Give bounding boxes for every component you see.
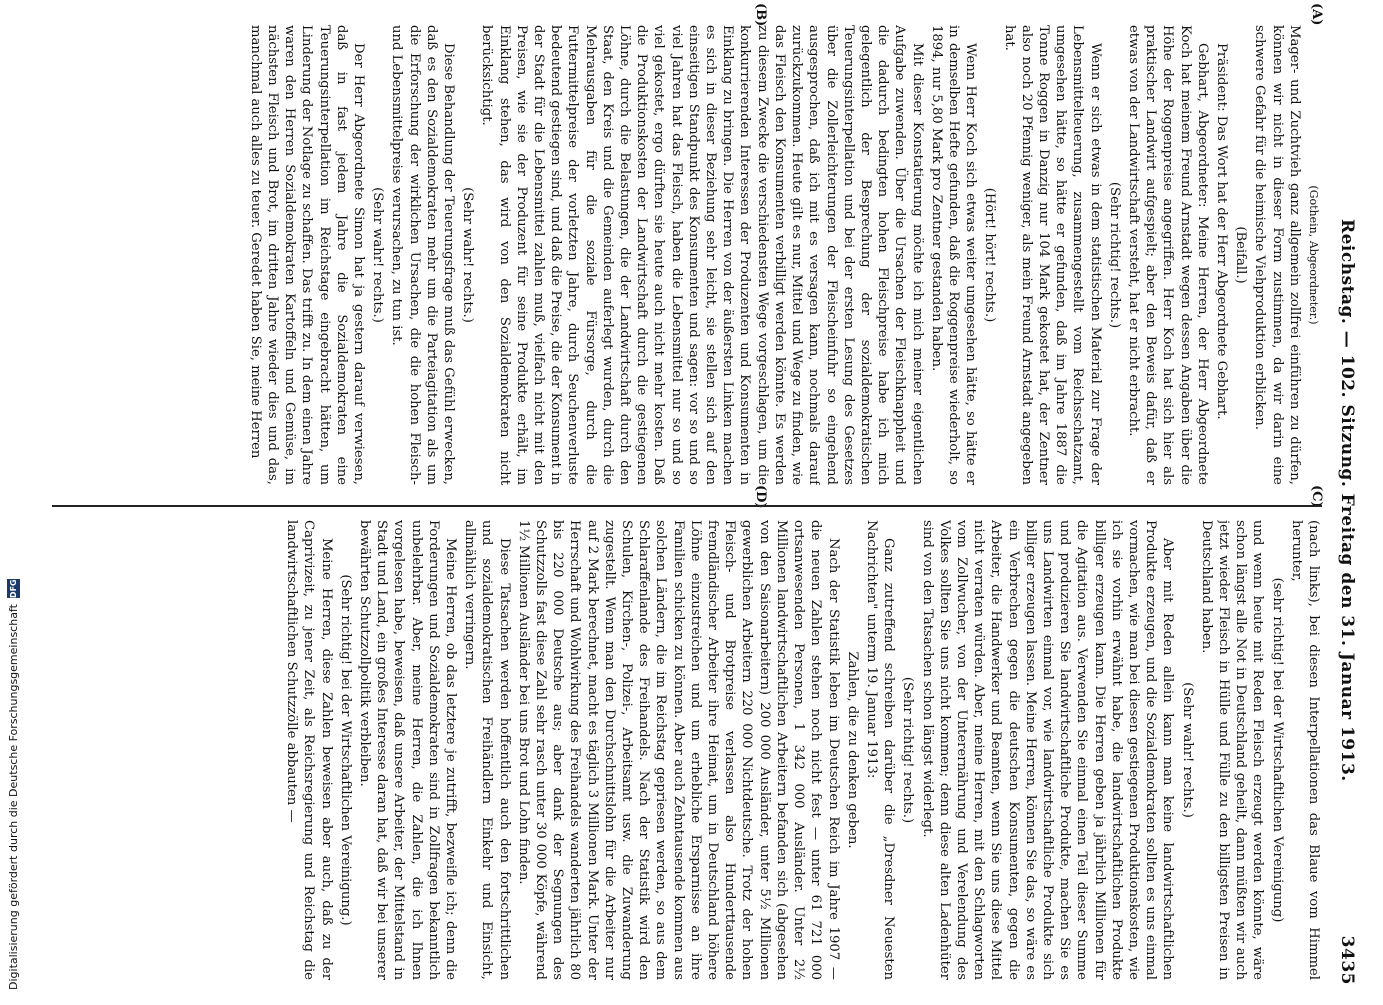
left-column (52, 25, 1322, 485)
column-divider (52, 505, 1322, 507)
paragraph: Gebhart, Abgeordneter: Meine Herren, der Herr Abgeordnete Koch hat meinem Freund Arnstadt wegen dessen Angaben über die Höhe der Roggenpreise angegriffen. Herr Koch hat sich hier als praktischer Landwirt aufgespielt; aber den Beweis dafür, daß er etwas von der Landwirtschaft versteht, hat er nicht erbracht. (1125, 25, 1210, 485)
quote-heading: Zahlen, die zu denken geben. (844, 651, 860, 849)
paragraph: Wenn er sich etwas in dem statistischen Material zur Frage der Lebensmittelteuerung, zusammengestellt vom Reichsschatzamt, umgesehen hätte, so hätte er gefunden, daß im Jahre 1887 die Tonne Roggen in Danzig nur 104 Mark gekostet hat, der Zentner also noch 20 Pfennig weniger, als mein Freund Arnstadt angegeben hat. (1001, 25, 1103, 485)
margin-letter-c: (C) (1309, 485, 1324, 508)
interjection: (Sehr wahr! rechts.) (1179, 682, 1195, 818)
paragraph: (nach links), bei diesen Interpellationen das Blaue vom Himmel herunter, (1288, 520, 1321, 980)
page-title: Reichstag. — 102. Sitzung. Freitag den 31. Januar 1913. (1337, 218, 1357, 782)
margin-letter-d: (D) (753, 485, 768, 509)
paragraph: Ganz zutreffend schreiben darüber die „Dresdner Neuesten Nachrichten" unterm 19. Januar 1913: (863, 520, 897, 980)
interjection: (Sehr wahr! rechts.) (460, 187, 476, 323)
document-page (28, 5, 1368, 1005)
quote-paragraph: Diese Tatsachen werden hoffentlich auch den fortschrittlichen und sozialdemokratischen Freihändlern Einkehr und Einsicht, allmählich verringern. (462, 520, 512, 980)
interjection: (sehr richtig! bei der Wirtschaftlichen Vereinigung) (1269, 577, 1285, 923)
paragraph: und wenn heute mit Reden Fleisch erzeugt werden könnte, wäre schon längst alle Not in Deutschland geheilt, dann müßten wir auch jetzt wieder Fleisch in Hülle und Fülle zu den billigsten Preisen in Deutschland haben. (1198, 520, 1266, 980)
right-column (52, 520, 1322, 980)
interjection: (Hört! hört! rechts.) (982, 187, 998, 323)
paragraph: Wenn Herr Koch sich etwas weiter umgesehen hätte, so hätte er in demselben Hefte gefunden, daß die Roggenpreise wiederholt, so 1894, nur 5,80 Mark pro Zentner gestanden haben. (928, 25, 979, 485)
paragraph: Meine Herren, diese Zahlen beweisen aber auch, daß zu der Caprivizeit, zu jener Zeit, als Reichsregierung und Reichstag die landwirtschaftlichen Schutzzölle abbauten — (284, 520, 334, 980)
interjection: (Sehr richtig! rechts.) (1106, 181, 1122, 329)
interjection: (Sehr richtig! bei der Wirtschaftlichen Vereinigung.) (337, 574, 353, 926)
interjection: (Sehr wahr! rechts.) (370, 187, 386, 323)
interjection: (Beifall.) (1233, 226, 1249, 284)
page-number: 3435 (1337, 935, 1357, 985)
quote-paragraph: Nach der Statistik leben im Deutschen Reich im Jahre 1907 — die neuen Zahlen stehen noch nicht fest — unter 61 721 000 ortsanwesenden Personen, 1 342 000 Ausländer. Unter 2½ Millionen landwirtschaftlichen Arbeitern befanden sich (abgesehen von den Saisonarbeitern) 200 000 Ausländer, unter 5½ Millionen gewerblichen Arbeitern 220 000 Nichtdeutsche. Trotz der hohen Fleisch- und Brotpreise verlassen also Hunderttausende fremdländischer Arbeiter ihre Heimat, um in Deutschland höhere Löhne einzustreichen und um erhebliche Ersparnisse an ihre Familien schicken zu können. Aber auch Zehntausende kommen aus solchen Ländern, die im Reichstag gepriesen werden, so aus dem Schlaraffenlande des Freihandels. Nach der Statistik wird den Schulen, Kirchen-, Polizei-, Arbeitsamt usw. die Zuwanderung zugestellt. Wenn man den Durchschnittslohn für die Arbeiter nur auf 2 Mark berechnet, macht es täglich 3 Millionen Mark. Unter der Herrschaft und Wohlwirkung des Freihandels wanderten jährlich 80 bis 220 000 Deutsche aus; aber dank der Segnungen des Schutzzolls fast diese Zahl sehr rasch unter 30 000 Köpfe, während 1½ Millionen Ausländer bei uns Brot und Lohn finden. (515, 520, 841, 980)
paragraph: Diese Behandlung der Teuerungsfrage muß das Gefühl erwecken, daß es den Sozialdemokraten mehr um die Parteiagitation als um die Erforschung der wirklichen Ursachen, die die hohen Fleisch- und Lebensmittelpreise verursachen, zu tun ist. (389, 25, 457, 485)
credit-text: Digitalisierung gefördert durch die Deutsche Forschungsgemeinschaft (6, 604, 20, 990)
margin-letter-a: (A) (1309, 3, 1324, 26)
digitization-credit (2, 579, 24, 1000)
paragraph: Mager- und Zuchtvieh ganz allgemein zollfrei einführen zu dürfen, können wir nicht in dieser Form zustimmen, da wir darin eine schwere Gefahr für die heimische Viehproduktion erblicken. (1252, 25, 1302, 485)
interjection: (Sehr richtig! rechts.) (900, 676, 916, 824)
paragraph: Meine Herren, ob das letztere je zutrifft, bezweifle ich; denn die Forderungen und Sozialdemokraten sind in Zollfragen bekanntlich unbelehrbar. Aber, meine Herren, die Zahlen, die ich Ihnen vorgelesen habe, beweisen, daß unsere Arbeiter, der Mittelstand in Stadt und Land, ein großes Interesse daran hat, daß wir bei unserer bewährten Schutzzollpolitik verbleiben. (357, 520, 459, 980)
page-header (1334, 25, 1360, 985)
paragraph: Der Herr Abgeordnete Simon hat ja gestern darauf verwiesen, daß in fast jedem Jahre die Sozialdemokraten eine Teuerungsinterpellation im Reichstage eingebracht hätten, um Linderung der Notlage zu schaffen. Das trifft zu. In dem einen Jahre waren den Herren Sozialdemokraten Kartoffeln und Gemüse, im nächsten Fleisch und Brot, im dritten Jahre wieder dies und das, manchmal auch alles zu teuer. Geredet haben Sie, meine Herren (247, 25, 367, 485)
paragraph: Mit dieser Konstatierung möchte ich mich meiner eigentlichen Aufgabe zuwenden. Über die Ursachen der Fleischknappheit und die dadurch bedingten hohen Fleischpreise habe ich mich gelegentlich der Besprechung der sozialdemokratischen Teuerungsinterpellation und bei der ersten Lesung des Gesetzes über die Zollerleichterungen der Fleischeinfuhr so eingehend ausgesprochen, daß ich mit es versagen kann, nochmals darauf zurückzukommen. Heute gilt es nur, Mittel und Wege zu finden, wie das Fleisch den Konsumenten verbilligt werden könnte. Es werden zu diesem Zwecke die verschiedensten Wege vorgeschlagen, um die konkurrierenden Interessen der Produzenten und Konsumenten in Einklang zu bringen. Die Herren von der äußersten Linken machen es sich in dieser Beziehung sehr leicht, sie stellen sich auf den einseitigen Standpunkt des Konsumenten und sagen: vor so und so viel Jahren hat das Fleisch, haben die Lebensmittel nur so und so viel gekostet, ergo dürften sie heute auch nicht mehr kosten. Daß die Produktionskosten der Landwirtschaft durch die gestiegenen Löhne, durch die Belastungen, die der Landwirtschaft durch den Staat, den Kreis und die Gemeinden auferlegt wurden, durch die Mehrausgaben für die soziale Fürsorge, durch die Futtermittelpreise der vorletzten Jahre, durch Seuchenverluste bedeutend gestiegen sind, und daß die Preise, die der Konsument in der Stadt für die Lebensmittel zahlen muß, vielfach nicht mit den Preisen, wie sie der Produzent für seine Produkte erhält, im Einklang stehen, das wird von den Sozialdemokraten nicht berücksichtigt. (479, 25, 925, 485)
speaker-note: (Gothein, Abgeordneter.) (1307, 185, 1320, 325)
margin-letter-b: (B) (753, 3, 768, 27)
paragraph: Präsident: Das Wort hat der Herr Abgeordnete Gebhart. (1213, 43, 1229, 420)
paragraph: Aber mit Reden allein kann man keine landwirtschaftlichen Produkte erzeugen, und die Sozialdemokraten sollten es uns einmal vormachen, wie man bei diesen gestiegenen Produktionskosten, wie ich sie vorhin erwähnt habe, die landwirtschaftlichen Produkte billiger erzeugen kann. Die Herren geben ja jährlich Millionen für die Agitation aus. Verwenden Sie einmal einen Teil dieser Summe und produzieren Sie landwirtschaftliche Produkte, machen Sie es uns Landwirten einmal vor, wie landwirtschaftliche Produkte sich billiger erzeugen lassen. Meine Herren, können Sie das, so wäre es ein Verbrechen gegen die deutschen Konsumenten, gegen die Arbeiter, die Handwerker und Beamten, wenn Sie uns diese Mittel nicht verraten würden. Aber, meine Herren, mit den Schlagworten vom Zollwucher, von der Unterernährung und Verelendung des Volkes sollten Sie uns nicht kommen; denn diese alten Ladenhüter sind von den Tatsachen schon längst widerlegt. (919, 520, 1176, 980)
dfg-logo: DFG (8, 579, 18, 599)
